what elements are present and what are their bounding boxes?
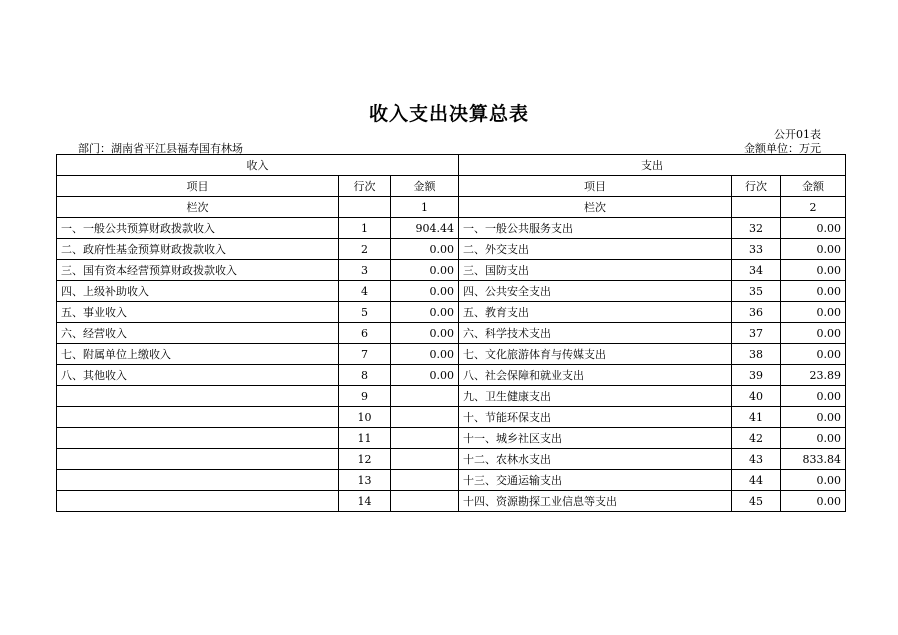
- expense-line-cell: 43: [732, 449, 781, 470]
- table-row: [57, 281, 846, 302]
- expense-item-cell: 六、科学技术支出: [459, 323, 732, 344]
- income-line-cell: 14: [339, 491, 391, 512]
- income-item-cell: [57, 491, 339, 512]
- income-amount-cell: 0.00: [391, 239, 459, 260]
- table-row: [57, 239, 846, 260]
- expense-line-cell: 38: [732, 344, 781, 365]
- income-item-cell: 四、上级补助收入: [57, 281, 339, 302]
- expense-line-number-cell: [732, 197, 781, 218]
- expense-item-cell: 十、节能环保支出: [459, 407, 732, 428]
- expense-line-header: 行次: [732, 176, 781, 197]
- expense-line-cell: 36: [732, 302, 781, 323]
- income-line-cell: 6: [339, 323, 391, 344]
- income-item-cell: [57, 470, 339, 491]
- income-line-cell: 1: [339, 218, 391, 239]
- expense-item-cell: 八、社会保障和就业支出: [459, 365, 732, 386]
- table-row: [57, 491, 846, 512]
- income-column-label: 栏次: [57, 197, 339, 218]
- expense-amount-cell: 0.00: [781, 239, 846, 260]
- column-number-row: [57, 197, 846, 218]
- expense-amount-cell: 0.00: [781, 218, 846, 239]
- column-header-row: [57, 176, 846, 197]
- income-amount-cell: 0.00: [391, 281, 459, 302]
- income-amount-cell: [391, 491, 459, 512]
- form-code: 公开01表: [774, 128, 821, 141]
- expense-item-header: 项目: [459, 176, 732, 197]
- income-amount-cell: 0.00: [391, 260, 459, 281]
- income-item-cell: 二、政府性基金预算财政拨款收入: [57, 239, 339, 260]
- expense-section-header: 支出: [459, 155, 846, 176]
- expense-item-cell: 九、卫生健康支出: [459, 386, 732, 407]
- section-header-row: [57, 155, 846, 176]
- table-row: [57, 344, 846, 365]
- income-line-cell: 4: [339, 281, 391, 302]
- income-item-cell: 七、附属单位上缴收入: [57, 344, 339, 365]
- income-line-cell: 7: [339, 344, 391, 365]
- expense-amount-cell: 0.00: [781, 428, 846, 449]
- amount-unit-label: 金额单位：万元: [744, 142, 821, 155]
- income-item-cell: 八、其他收入: [57, 365, 339, 386]
- expense-item-cell: 三、国防支出: [459, 260, 732, 281]
- expense-amount-cell: 0.00: [781, 281, 846, 302]
- income-column-number: 1: [391, 197, 459, 218]
- table-row: [57, 365, 846, 386]
- expense-line-cell: 39: [732, 365, 781, 386]
- income-amount-cell: [391, 428, 459, 449]
- expense-line-cell: 33: [732, 239, 781, 260]
- income-line-number-cell: [339, 197, 391, 218]
- expense-column-number: 2: [781, 197, 846, 218]
- expense-item-cell: 五、教育支出: [459, 302, 732, 323]
- income-amount-cell: [391, 386, 459, 407]
- expense-amount-cell: 0.00: [781, 344, 846, 365]
- income-line-cell: 11: [339, 428, 391, 449]
- income-item-cell: 六、经营收入: [57, 323, 339, 344]
- income-item-header: 项目: [57, 176, 339, 197]
- table-row: [57, 218, 846, 239]
- income-amount-cell: 0.00: [391, 323, 459, 344]
- expense-item-cell: 十一、城乡社区支出: [459, 428, 732, 449]
- expense-item-cell: 四、公共安全支出: [459, 281, 732, 302]
- income-item-cell: [57, 407, 339, 428]
- income-line-cell: 2: [339, 239, 391, 260]
- income-line-cell: 10: [339, 407, 391, 428]
- expense-amount-cell: 0.00: [781, 407, 846, 428]
- expense-amount-cell: 0.00: [781, 260, 846, 281]
- income-line-cell: 12: [339, 449, 391, 470]
- income-amount-cell: 0.00: [391, 302, 459, 323]
- table-row: [57, 323, 846, 344]
- income-item-cell: [57, 449, 339, 470]
- expense-line-cell: 40: [732, 386, 781, 407]
- expense-amount-cell: 833.84: [781, 449, 846, 470]
- expense-item-cell: 十四、资源勘探工业信息等支出: [459, 491, 732, 512]
- table-row: [57, 260, 846, 281]
- expense-line-cell: 34: [732, 260, 781, 281]
- income-line-cell: 5: [339, 302, 391, 323]
- income-amount-cell: [391, 407, 459, 428]
- income-item-cell: 三、国有资本经营预算财政拨款收入: [57, 260, 339, 281]
- income-amount-cell: [391, 449, 459, 470]
- expense-amount-cell: 0.00: [781, 491, 846, 512]
- table-row: [57, 428, 846, 449]
- expense-line-cell: 35: [732, 281, 781, 302]
- table-row: [57, 407, 846, 428]
- income-section-header: 收入: [57, 155, 459, 176]
- expense-amount-cell: 0.00: [781, 323, 846, 344]
- expense-amount-header: 金额: [781, 176, 846, 197]
- expense-item-cell: 二、外交支出: [459, 239, 732, 260]
- expense-line-cell: 42: [732, 428, 781, 449]
- expense-item-cell: 十二、农林水支出: [459, 449, 732, 470]
- income-line-cell: 3: [339, 260, 391, 281]
- table-row: [57, 302, 846, 323]
- income-amount-cell: 904.44: [391, 218, 459, 239]
- income-item-cell: [57, 386, 339, 407]
- expense-amount-cell: 23.89: [781, 365, 846, 386]
- income-amount-cell: [391, 470, 459, 491]
- page-title: 收入支出决算总表: [368, 103, 529, 125]
- income-amount-cell: 0.00: [391, 365, 459, 386]
- expense-line-cell: 44: [732, 470, 781, 491]
- expense-line-cell: 37: [732, 323, 781, 344]
- table-row: [57, 470, 846, 491]
- expense-line-cell: 41: [732, 407, 781, 428]
- income-line-cell: 8: [339, 365, 391, 386]
- income-expense-table: [56, 154, 846, 512]
- table-row: [57, 449, 846, 470]
- expense-column-label: 栏次: [459, 197, 732, 218]
- expense-item-cell: 十三、交通运输支出: [459, 470, 732, 491]
- expense-amount-cell: 0.00: [781, 386, 846, 407]
- expense-line-cell: 45: [732, 491, 781, 512]
- expense-item-cell: 一、一般公共服务支出: [459, 218, 732, 239]
- income-line-header: 行次: [339, 176, 391, 197]
- expense-amount-cell: 0.00: [781, 470, 846, 491]
- income-line-cell: 9: [339, 386, 391, 407]
- income-item-cell: 一、一般公共预算财政拨款收入: [57, 218, 339, 239]
- expense-line-cell: 32: [732, 218, 781, 239]
- income-amount-cell: 0.00: [391, 344, 459, 365]
- income-item-cell: 五、事业收入: [57, 302, 339, 323]
- income-amount-header: 金额: [391, 176, 459, 197]
- table-row: [57, 386, 846, 407]
- income-item-cell: [57, 428, 339, 449]
- expense-item-cell: 七、文化旅游体育与传媒支出: [459, 344, 732, 365]
- department-label: 部门：湖南省平江县福寿国有林场: [78, 142, 243, 155]
- expense-amount-cell: 0.00: [781, 302, 846, 323]
- income-line-cell: 13: [339, 470, 391, 491]
